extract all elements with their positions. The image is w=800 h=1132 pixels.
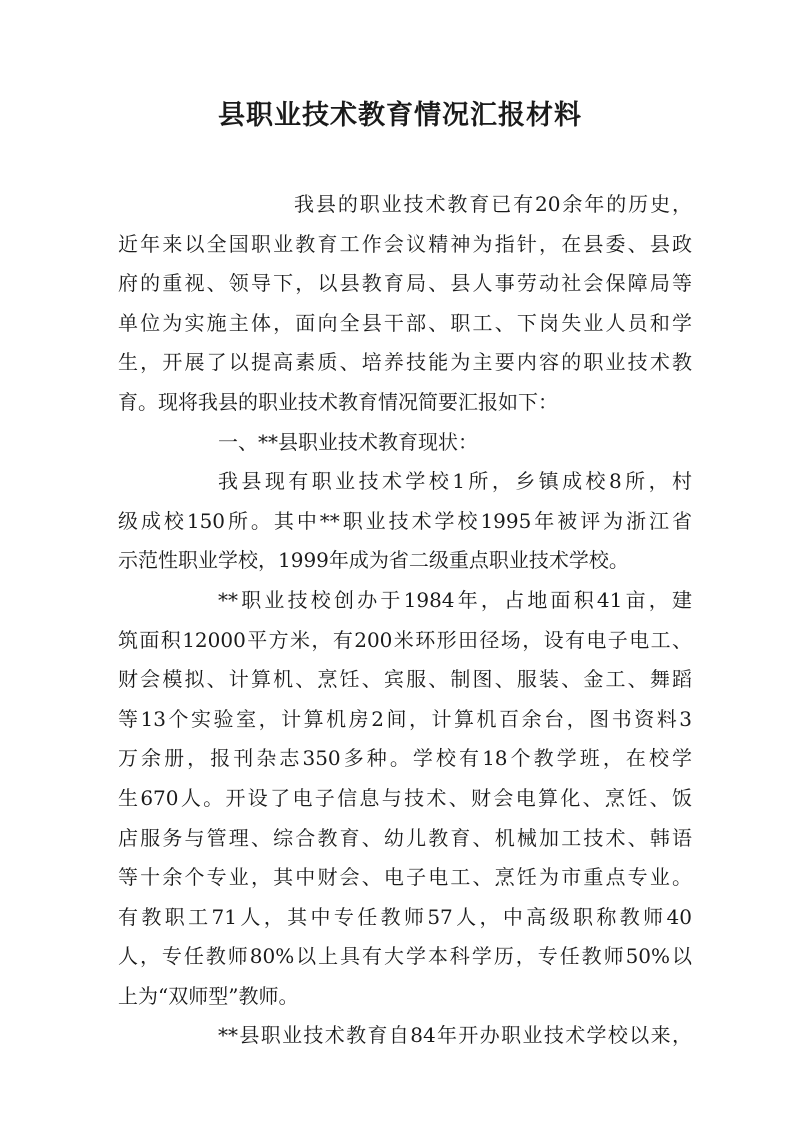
paragraph-intro-line-3: 府的重视、领导下，以县教育局、县人事劳动社会保障局等 [118, 271, 692, 296]
paragraph-intro-line-4: 单位为实施主体，面向全县干部、职工、下岗失业人员和学 [118, 310, 692, 335]
paragraph-school-detail-line-4: 等13个实验室，计算机房2间，计算机百余台，图书资料3 [118, 706, 692, 731]
paragraph-school-detail-line-9: 有教职工71人，其中专任教师57人，中高级职称教师40 [118, 904, 692, 929]
paragraph-schools-line-3: 示范性职业学校，1999年成为省二级重点职业技术学校。 [118, 548, 629, 573]
paragraph-school-detail-line-10: 人，专任教师80%以上具有大学本科学历，专任教师50%以 [118, 944, 692, 969]
paragraph-school-detail-line-5: 万余册，报刊杂志350多种。学校有18个教学班，在校学 [118, 746, 692, 771]
paragraph-school-detail-line-8: 等十余个专业，其中财会、电子电工、烹饪为市重点专业。 [118, 865, 692, 890]
paragraph-school-detail-line-2: 筑面积12000平方米，有200米环形田径场，设有电子电工、 [118, 627, 692, 652]
paragraph-school-detail-line-6: 生670人。开设了电子信息与技术、财会电算化、烹饪、饭 [118, 785, 692, 810]
paragraph-school-detail-line-1: **职业技校创办于1984年，占地面积41亩，建 [218, 587, 692, 612]
paragraph-intro-line-6: 育。现将我县的职业技术教育情况简要汇报如下： [118, 389, 558, 414]
paragraph-intro-line-2: 近年来以全国职业教育工作会议精神为指针，在县委、县政 [118, 231, 692, 256]
paragraph-school-detail-line-11: 上为“双师型”教师。 [118, 983, 299, 1008]
section-heading: 一、**县职业技术教育现状： [218, 429, 478, 454]
paragraph-intro-line-5: 生，开展了以提高素质、培养技能为主要内容的职业技术教 [118, 350, 692, 375]
paragraph-school-detail-line-7: 店服务与管理、综合教育、幼儿教育、机械加工技术、韩语 [118, 825, 692, 850]
paragraph-history-line-1: **县职业技术教育自84年开办职业技术学校以来， [218, 1023, 692, 1048]
paragraph-schools-line-2: 级成校150所。其中**职业技术学校1995年被评为浙江省 [118, 508, 692, 533]
paragraph-schools-line-1: 我县现有职业技术学校1所，乡镇成校8所，村 [218, 469, 692, 494]
document-body [118, 185, 692, 1056]
paragraph-intro-line-1: 我县的职业技术教育已有20余年的历史， [294, 192, 692, 216]
document-title: 县职业技术教育情况汇报材料 [218, 100, 582, 131]
paragraph-school-detail-line-3: 财会模拟、计算机、烹饪、宾服、制图、服装、金工、舞蹈 [118, 667, 692, 692]
